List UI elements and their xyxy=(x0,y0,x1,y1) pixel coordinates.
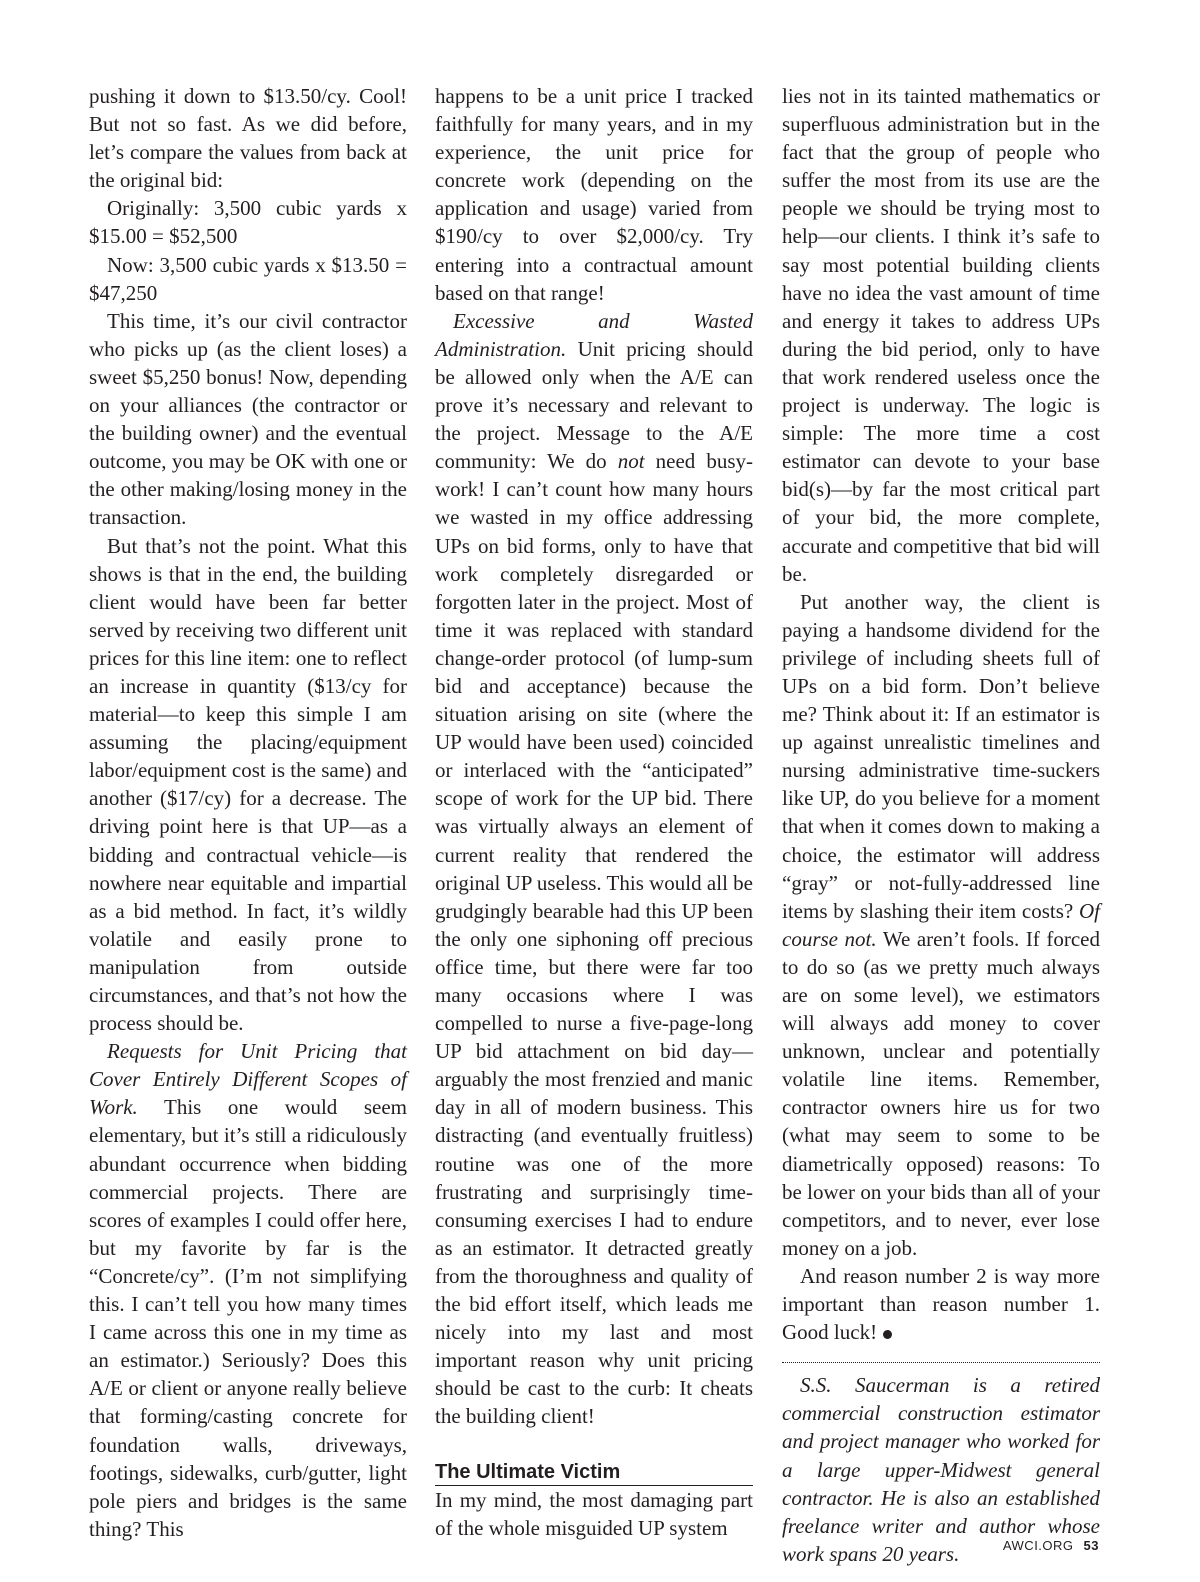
column-1 xyxy=(89,82,407,1543)
paragraph: pushing it down to $13.50/cy. Cool! But not so fast. As we did before, let’s compare the values from back at the original bid: xyxy=(89,84,407,193)
paragraph: lies not in its tainted mathematics or superfluous administration but in the fact that the group of people who suffer the most from its use are the people we should be trying most to help—our clients. I think it’s safe to say most potential building clients have no idea the vast amount of time and energy it takes to address UPs during the bid period, only to have that work rendered useless once the project is underway. The logic is simple: The more time a cost estimator can devote to your base bid(s)—by far the most critical part of your bid, the more complete, accurate and competitive that bid will be. xyxy=(782,84,1100,586)
divider xyxy=(782,1362,1100,1363)
page-footer xyxy=(1003,1538,1099,1553)
column-2 xyxy=(435,82,753,1542)
paragraph-text: need busy-work! I can’t count how many hours we wasted in my office addressing UPs on bid forms, only to have that work completely disregarded or forgotten later in the project. Most of time it was replaced with standard change-order protocol (of lump-sum bid and acceptance) because the situation arising on site (where the UP would have been used) coincided or interlaced with the “anticipated” scope of work for the UP bid. There was virtually always an element of current reality that rendered the original UP useless. This would all be grudgingly bearable had this UP been the only one siphoning off precious office time, but there were far too many occasions where I was compelled to nurse a five-page-long UP bid attachment on bid day—arguably the most frenzied and manic day in all of modern business. This distracting (and eventually fruitless) routine was one of the more frustrating and surprisingly time-consuming exercises I had to endure as an estimator. It detracted greatly from the thoroughness and quality of the bid effort itself, which leads me nicely into my last and most important reason why unit pricing should be cast to the curb: It cheats the building client! xyxy=(435,449,753,1429)
paragraph: Now: 3,500 cubic yards x $13.50 = $47,250 xyxy=(89,252,407,305)
author-bio: S.S. Saucerman is a retired commercial construction estimator and project manager who worked for a large upper-Midwest general contractor. He is also an established freelance writer and author whose work spans 20 years. xyxy=(782,1373,1100,1566)
paragraph: But that’s not the point. What this shows is that in the end, the building client would have been far better served by receiving two different unit prices for this line item: one to reflect an increase in quantity ($13/cy for material—to keep this simple I am assuming the placing/equipment labor/equipment cost is the same) and another ($17/cy) for a decrease. The driving point here is that UP—as a bidding and contractual vehicle—is nowhere near equitable and impartial as a bid method. In fact, it’s wildly volatile and easily prone to manipulation from outside circumstances, and that’s not how the process should be. xyxy=(89,533,407,1036)
paragraph xyxy=(782,588,1100,1262)
page-number: 53 xyxy=(1083,1538,1099,1553)
subhead-lead: Excessive and Wasted Administration. xyxy=(435,308,753,361)
paragraph xyxy=(89,1037,407,1543)
paragraph: In my mind, the most damaging part of the whole misguided UP system xyxy=(435,1487,753,1540)
column-3 xyxy=(782,82,1100,1568)
paragraph-text: We aren’t fools. If forced to do so (as we pretty much always are on some level), we estimators will always add money to cover unknown, unclear and potentially volatile line items. Remember, contractor owners hire us for two (what may seem to some to be diametrically opposed) reasons: To be lower on your bids than all of your competitors, and to never, ever lose money on a job. xyxy=(782,926,1100,1260)
paragraph xyxy=(782,1262,1100,1346)
subhead-lead: Requests for Unit Pricing that Cover Entirely Different Scopes of Work. xyxy=(89,1039,407,1120)
paragraph: This time, it’s our civil contractor who picks up (as the client loses) a sweet $5,250 bonus! Now, depending on your alliances (the contractor or the building owner) and the eventual outcome, you may be OK with one or the other making/losing money in the transaction. xyxy=(89,308,407,530)
paragraph-text: This one would seem elementary, but it’s still a ridiculously abundant occurrence when bidding commercial projects. There are scores of examples I could offer here, but my favorite by far is the “Concrete/cy”. (I’m not simplifying this. I can’t tell you how many times I came across this one in my time as an estimator.) Seriously? Does this A/E or client or anyone really believe that forming/casting concrete for foundation walls, driveways, footings, sidewalks, curb/gutter, light pole piers and bridges is the same thing? This xyxy=(89,1095,407,1541)
emphasis: Of course not. xyxy=(782,898,1100,951)
section-heading: The Ultimate Victim xyxy=(435,1459,753,1486)
emphasis: not xyxy=(617,449,645,474)
paragraph: Originally: 3,500 cubic yards x $15.00 = $52,500 xyxy=(89,196,407,249)
footer-site: AWCI.ORG xyxy=(1002,1538,1074,1553)
paragraph-text: Put another way, the client is paying a handsome dividend for the privilege of including sheets full of UPs on a bid form. Don’t believe me? Think about it: If an estimator is up against unrealistic timelines and nursing administrative time-suckers like UP, do you believe for a moment that when it comes down to making a choice, the estimator will address “gray” or not-fully-addressed line items by slashing their item costs? xyxy=(782,589,1100,923)
paragraph-text: Unit pricing should be allowed only when the A/E can prove it’s necessary and relevant to the project. Message to the A/E community: We do xyxy=(435,336,753,474)
paragraph: happens to be a unit price I tracked faithfully for many years, and in my experience, the unit price for concrete work (depending on the application and usage) varied from $190/cy to over $2,000/cy. Try entering into a contractual amount based on that range! xyxy=(435,84,753,305)
paragraph xyxy=(435,307,753,1431)
end-mark-icon xyxy=(883,1330,892,1339)
paragraph-text: And reason number 2 is way more important than reason number 1. Good luck! xyxy=(782,1263,1100,1345)
